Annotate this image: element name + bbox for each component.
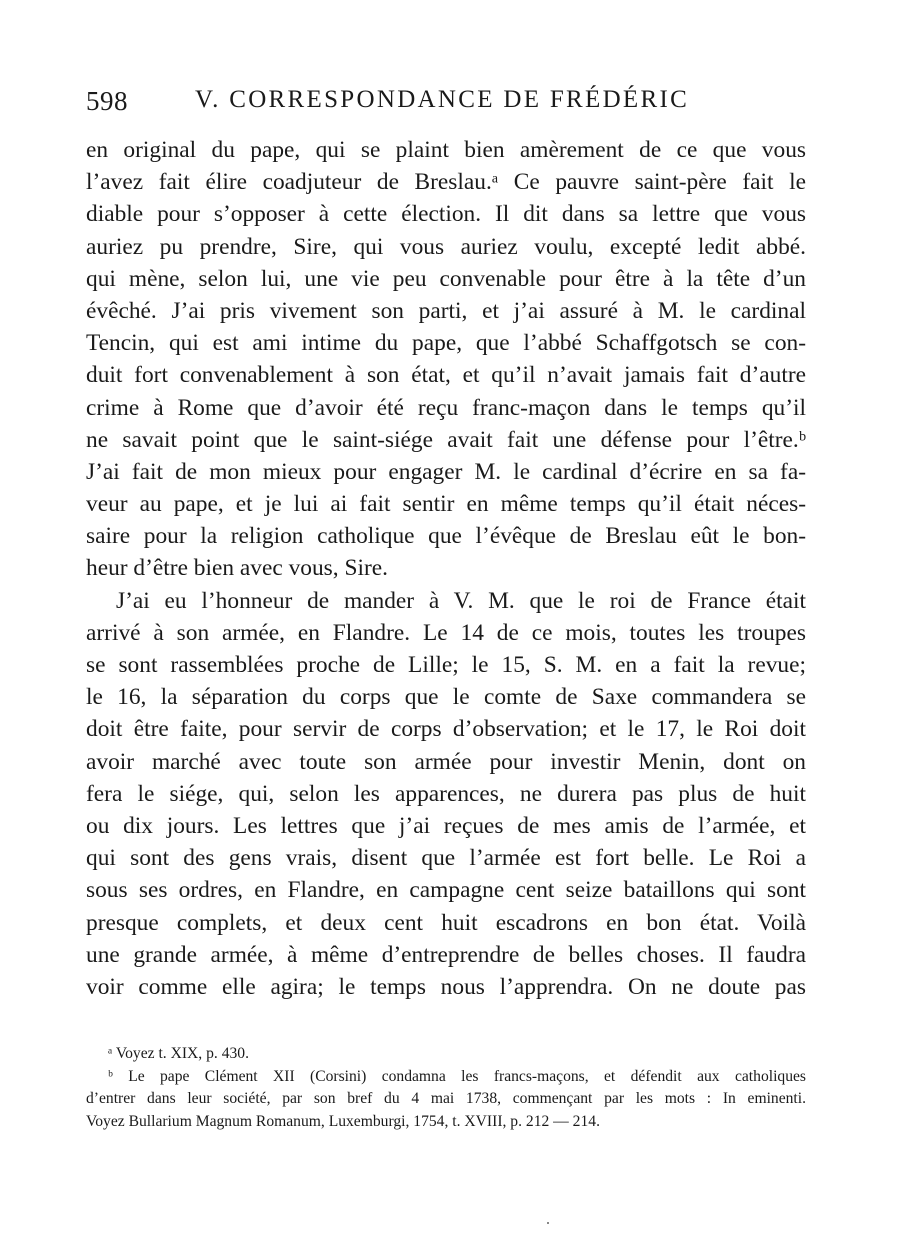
text-line: veur au pape, et je lui ai fait sentir en même temps qu’il était néces- [86, 491, 806, 518]
footnotes [86, 1043, 806, 1133]
text-line: qui mène, selon lui, une vie peu convenable pour être à la tête d’un [86, 265, 806, 292]
footnote-b: ᵇ Le pape Clément XII (Corsini) condamna les francs-maçons, et défendit aux catholiques [108, 1067, 806, 1085]
text-line: voir comme elle agira; le temps nous l’apprendra. On ne doute pas [86, 973, 806, 1000]
text-line: duit fort convenablement à son état, et qu’il n’avait jamais fait d’autre [86, 362, 806, 389]
text-line: presque complets, et deux cent huit escadrons en bon état. Voilà [86, 909, 806, 936]
text-line: une grande armée, à même d’entreprendre de belles choses. Il faudra [86, 941, 806, 968]
text-line: Tencin, qui est ami intime du pape, que l’abbé Schaffgotsch se con- [86, 330, 806, 357]
text-line: se sont rassemblées proche de Lille; le 15, S. M. en a fait la revue; [86, 652, 806, 678]
text-line: auriez pu prendre, Sire, qui vous auriez voulu, excepté ledit abbé. [86, 233, 806, 260]
text-line: diable pour s’opposer à cette élection. Il dit dans sa lettre que vous [86, 201, 806, 228]
text-line: J’ai fait de mon mieux pour engager M. le cardinal d’écrire en sa fa- [86, 458, 806, 485]
footnote-b-continued: d’entrer dans leur société, par son bref du 4 mai 1738, commençant par les mots : In eminenti. [86, 1090, 806, 1107]
text-line: l’avez fait élire coadjuteur de Breslau.ᵃ Ce pauvre saint-père fait le [86, 169, 806, 196]
text-line: doit être faite, pour servir de corps d’observation; et le 17, le Roi doit [86, 716, 806, 743]
text-line: heur d’être bien avec vous, Sire. [86, 555, 389, 582]
running-title: V. CORRESPONDANCE DE FRÉDÉRIC [195, 86, 690, 113]
text-line: ou dix jours. Les lettres que j’ai reçues de mes amis de l’armée, et [86, 812, 806, 839]
text-line: ne savait point que le saint-siége avait fait une défense pour l’être.ᵇ [86, 426, 806, 453]
footnote-b-continued: Voyez Bullarium Magnum Romanum, Luxemburgi, 1754, t. XVIII, p. 212 — 214. [86, 1112, 600, 1130]
running-head [86, 86, 806, 122]
page-number: 598 [86, 86, 128, 116]
text-line: fera le siége, qui, selon les apparences, ne durera pas plus de huit [86, 780, 806, 807]
text-line: crime à Rome que d’avoir été reçu franc-maçon dans le temps qu’il [86, 394, 806, 421]
text-line: le 16, la séparation du corps que le comte de Saxe commandera se [86, 684, 806, 711]
footnote-a: ᵃ Voyez t. XIX, p. 430. [108, 1045, 249, 1062]
text-line: qui sont des gens vrais, disent que l’armée est fort belle. Le Roi a [86, 845, 806, 872]
body-text [86, 134, 806, 1003]
stray-mark [547, 1222, 549, 1224]
text-line: sous ses ordres, en Flandre, en campagne cent seize bataillons qui sont [86, 877, 806, 904]
text-line: saire pour la religion catholique que l’évêque de Breslau eût le bon- [86, 523, 806, 550]
text-line: arrivé à son armée, en Flandre. Le 14 de ce mois, toutes les troupes [86, 619, 806, 646]
text-line: évêché. J’ai pris vivement son parti, et j’ai assuré à M. le cardinal [86, 297, 806, 324]
text-line: en original du pape, qui se plaint bien amèrement de ce que vous [86, 137, 806, 163]
text-line: J’ai eu l’honneur de mander à V. M. que le roi de France était [116, 587, 806, 614]
text-line: avoir marché avec toute son armée pour investir Menin, dont on [86, 748, 806, 775]
